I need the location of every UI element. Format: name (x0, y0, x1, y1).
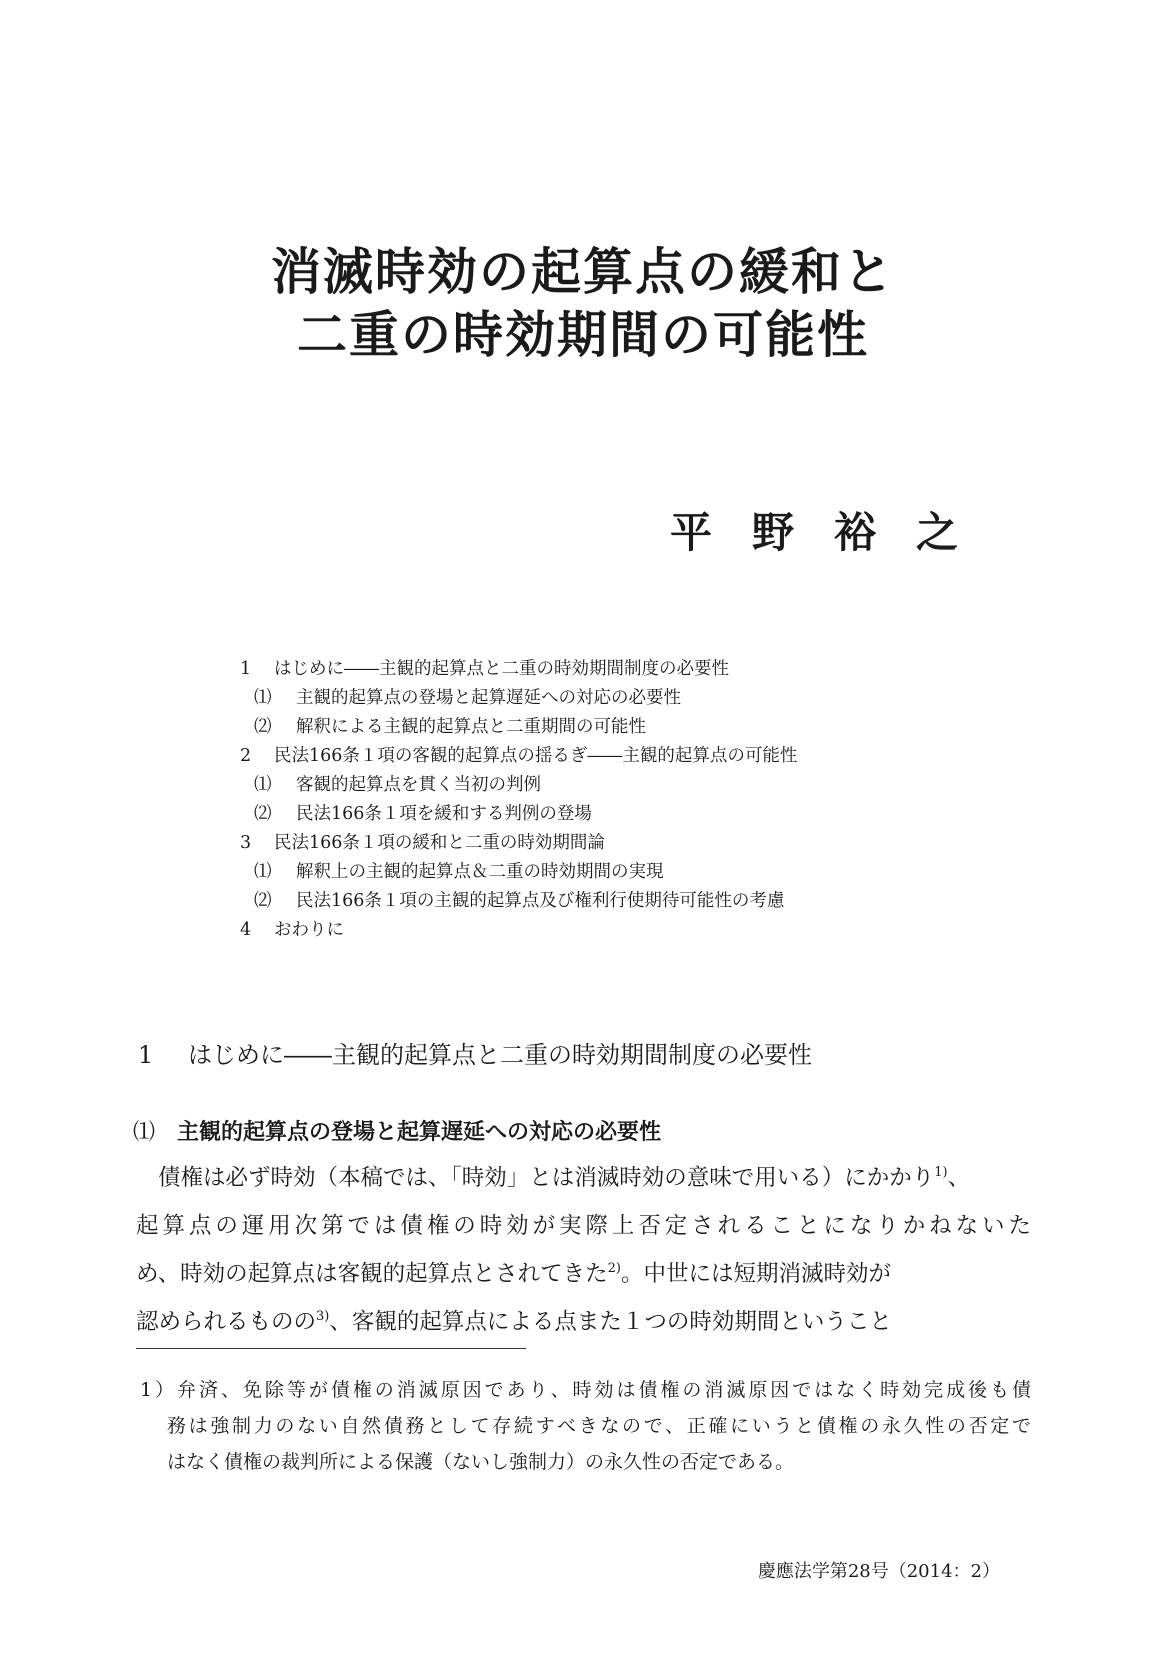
toc-item-text: 客観的起算点を貫く当初の判例 (296, 775, 541, 795)
toc-item[interactable] (240, 916, 797, 945)
toc-item-text: 民法166条１項の緩和と二重の時効期間論 (274, 833, 605, 853)
subsection-heading (133, 1115, 661, 1146)
toc-item-text: 主観的起算点の登場と起算遅延への対応の必要性 (296, 688, 681, 708)
toc-item[interactable] (240, 713, 797, 742)
toc-item[interactable] (240, 800, 797, 829)
toc-item-number: 3 (240, 833, 252, 853)
body-line: 起算点の運用次第では債権の時効が実際上否定されることになりかねないた (136, 1213, 1031, 1239)
section-heading (138, 1035, 812, 1070)
table-of-contents (240, 655, 797, 945)
toc-item-number: ⑵ (254, 804, 272, 824)
toc-item[interactable] (240, 858, 797, 887)
footnote-ref[interactable]: 2) (607, 1261, 621, 1276)
toc-item-text: おわりに (274, 920, 344, 940)
journal-citation: 慶應法学第28号（2014：2） (757, 1561, 1000, 1582)
body-line: め、時効の起算点は客観的起算点とされてきた$^{2)}$。中世には短期消滅時効が (136, 1261, 891, 1287)
section-title: はじめに――主観的起算点と二重の時効期間制度の必要性 (188, 1041, 812, 1069)
footnote-ref[interactable]: 1) (934, 1165, 948, 1180)
toc-item[interactable] (240, 771, 797, 800)
body-line: 債権は必ず時効（本稿では、「時効」とは消滅時効の意味で用いる）にかかり$^{1)}$、 (158, 1165, 971, 1191)
footnote-line: 務は強制力のない自然債務として存続すべきなので、正確にいうと債権の永久性の否定で (167, 1415, 1031, 1437)
subsection-title: 主観的起算点の登場と起算遅延への対応の必要性 (177, 1120, 662, 1145)
toc-item[interactable] (240, 742, 797, 771)
body-line: 認められるものの$^{3)}$、客観的起算点による点また１つの時効期間ということ (136, 1309, 892, 1335)
toc-item[interactable] (240, 684, 797, 713)
toc-item-number: ⑴ (254, 862, 272, 882)
toc-item-text: 民法166条１項の客観的起算点の揺るぎ――主観的起算点の可能性 (274, 746, 798, 766)
toc-item-number: ⑴ (254, 688, 272, 708)
footnote-line: 1）弁済、免除等が債権の消滅原因であり、時効は債権の消滅原因ではなく時効完成後も債 (140, 1379, 1031, 1401)
toc-item-text: 民法166条１項を緩和する判例の登場 (296, 804, 592, 824)
subsection-number: ⑴ (133, 1120, 156, 1145)
toc-item-number: ⑵ (254, 717, 272, 737)
toc-item-number: ⑴ (254, 775, 272, 795)
author-name: 平野裕之 (670, 508, 999, 557)
toc-item-text: 民法166条１項の主観的起算点及び権利行使期待可能性の考慮 (296, 891, 785, 911)
toc-item-number: 2 (240, 746, 252, 766)
footnote-ref[interactable]: 3) (316, 1309, 330, 1324)
title-line-2: 二重の時効期間の可能性 (297, 305, 869, 364)
toc-item-text: はじめに――主観的起算点と二重の時効期間制度の必要性 (274, 659, 729, 679)
toc-item-text: 解釈上の主観的起算点＆二重の時効期間の実現 (296, 862, 664, 882)
toc-item-number: ⑵ (254, 891, 272, 911)
footnote-line: はなく債権の裁判所による保護（ないし強制力）の永久性の否定である。 (167, 1451, 795, 1473)
toc-item[interactable] (240, 887, 797, 916)
toc-item-text: 解釈による主観的起算点と二重期間の可能性 (296, 717, 646, 737)
title-line-1: 消滅時効の起算点の緩和と (271, 242, 895, 301)
toc-item-number: 1 (240, 659, 252, 679)
footnote-divider (136, 1348, 526, 1349)
section-number: 1 (138, 1041, 154, 1069)
toc-item[interactable] (240, 655, 797, 684)
toc-item[interactable] (240, 829, 797, 858)
toc-item-number: 4 (240, 920, 252, 940)
